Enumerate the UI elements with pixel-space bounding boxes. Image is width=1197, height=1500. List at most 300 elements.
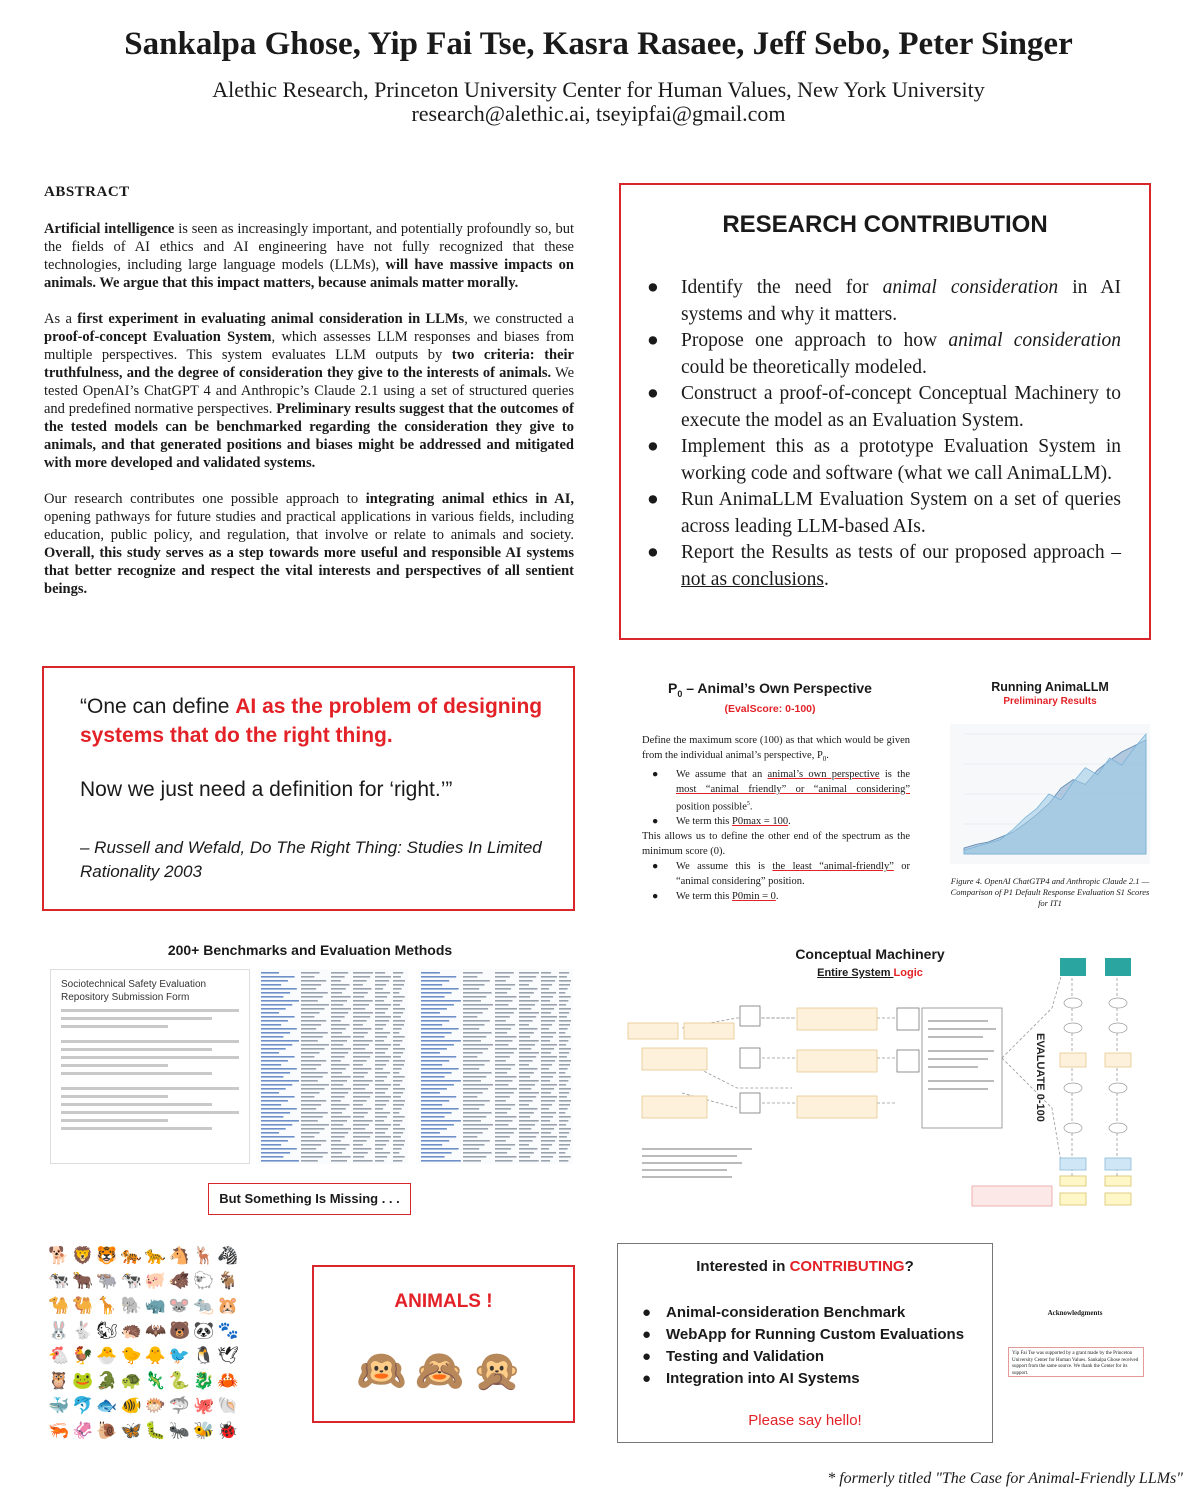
abstract-run: Our research contributes one possible approach to [44,491,366,507]
affiliations: Alethic Research, Princeton University Center for Human Values, New York University [212,77,985,102]
sheet-cell [541,1084,557,1086]
contributing-item [642,1368,964,1390]
sheet-cell [331,1100,341,1102]
sheet-cell [541,1104,552,1106]
sheet-cell [559,1040,568,1042]
sheet-cell [393,1068,402,1070]
sheet-cell [495,1040,513,1042]
sheet-cell [421,1060,449,1062]
sheet-cell [301,1148,316,1150]
sheet-cell [261,1048,286,1050]
sheet-cell [261,1108,297,1110]
sheet-cell [463,1044,493,1046]
sheet-cell [375,996,387,998]
sheet-cell [421,1068,459,1070]
sheet-cell [375,1036,387,1038]
sheet-cell [353,976,370,978]
p0-title-p: P [668,680,678,696]
sheet-cell [393,1128,405,1130]
sheet-cell [261,1080,299,1082]
sheet-cell [463,1108,479,1110]
sheet-cell [393,1100,405,1102]
abstract-run: , we constructed a [464,311,574,327]
sheet-cell [301,1128,325,1130]
p0-body [630,733,910,905]
sheet-cell [393,972,403,974]
sheet-cell [519,1076,530,1078]
form-text-line [61,1127,212,1130]
sheet-cell [495,1132,514,1134]
sheet-cell [393,980,405,982]
sheet-cell [393,1160,402,1162]
sheet-cell [495,1152,507,1154]
sheet-cell [261,1040,299,1042]
machinery-subtitle-a: Entire System [817,967,894,979]
sheet-cell [261,1120,299,1122]
sheet-cell [301,1072,328,1074]
sheet-cell [393,1152,399,1154]
sheet-cell [421,1128,447,1130]
sheet-cell [393,996,405,998]
sheet-cell [541,1024,552,1026]
sheet-cell [301,976,315,978]
bullet-icon: ● [647,330,659,351]
sheet-cell [519,1012,539,1014]
sheet-cell [495,992,507,994]
sheet-cell [559,1060,571,1062]
running-title: Running AnimaLLM [991,680,1109,694]
sheet-cell [331,992,342,994]
sheet-cell [353,1044,369,1046]
sheet-cell [353,1108,372,1110]
sheet-cell [301,988,316,990]
contribution-run: could be theoretically modeled. [681,356,927,378]
sheet-cell [331,1132,348,1134]
sheet-cell [463,1120,481,1122]
contributing-item [642,1346,964,1368]
sheet-cell [375,1148,383,1150]
sheet-cell [375,1028,383,1030]
sheet-cell [559,992,565,994]
sheet-cell [375,1124,391,1126]
contributing-item-label: Integration into AI Systems [666,1370,860,1387]
p0-b1u: animal’s own perspective [767,768,880,780]
sheet-cell [261,1056,295,1058]
sheet-cell [559,1020,571,1022]
sheet-cell [463,996,486,998]
sheet-cell [541,984,552,986]
sheet-cell [301,1116,323,1118]
sheet-cell [519,1064,529,1066]
sheet-cell [331,1144,350,1146]
sheet-cell [495,1140,506,1142]
sheet-cell [331,1064,350,1066]
sheet-cell [541,1080,550,1082]
sheet-cell [301,1028,316,1030]
bullet-icon: ● [647,277,659,298]
sheet-cell [495,972,514,974]
sheet-cell [559,1068,568,1070]
quote-attribution: – Russell and Wefald, Do The Right Thing: Studies In Limited Rationality 2003 [80,838,542,881]
sheet-cell [421,1096,456,1098]
sheet-cell [331,1000,347,1002]
sheet-cell [495,1160,513,1162]
sheet-cell [495,996,517,998]
sheet-cell [463,1000,481,1002]
sheet-cell [331,984,350,986]
sheet-cell [559,1112,565,1114]
quote-line-2: Now we just need a definition for ‘right.’” [80,778,453,801]
contribution-run: animal consideration [882,277,1059,298]
sheet-cell [393,1032,399,1034]
sheet-cell [463,1116,486,1118]
contribution-run: Identify the need for [681,277,883,298]
form-text-line [61,1009,239,1012]
sheet-cell [375,1056,391,1058]
figure-caption: Figure 4. OpenAI ChatGTP4 and Anthropic Claude 2.1 — Comparison of P1 Default Response Evaluation S1 Scores for IT1 [950,876,1150,908]
sheet-cell [301,972,320,974]
sheet-cell [559,976,567,978]
sheet-cell [463,1104,485,1106]
running-subtitle: Preliminary Results [1003,696,1097,707]
sheet-cell [463,1028,479,1030]
sheet-cell [519,1136,536,1138]
sheet-cell [353,988,372,990]
contribution-item [647,328,1121,381]
sheet-cell [421,1052,440,1054]
sheet-cell [261,972,279,974]
sheet-cell [375,1076,387,1078]
p0-intro-sub: 0 [822,754,827,763]
sheet-cell [541,1088,554,1090]
sheet-cell [375,976,391,978]
sheet-cell [421,992,452,994]
p0-bullet-2: ● We term this P0max = 100. [652,816,791,828]
sheet-cell [331,1036,351,1038]
p0-b3a: We assume this is [676,861,773,873]
sheet-cell [541,1124,557,1126]
sheet-cell [541,1132,551,1134]
form-text-line [61,1025,168,1028]
form-text-line [61,1095,168,1098]
sheet-cell [421,996,445,998]
sheet-cell [559,1128,571,1130]
sheet-cell [519,984,529,986]
sheet-cell [559,1000,568,1002]
sheet-cell [519,1056,536,1058]
sheet-cell [301,1120,318,1122]
sheet-cell [519,1140,533,1142]
sheet-cell [375,1024,386,1026]
sheet-cell [261,1076,283,1078]
sheet-cell [375,1064,386,1066]
sheet-cell [559,1152,565,1154]
sheet-cell [421,1140,449,1142]
sheet-cell [331,1032,342,1034]
sheet-cell [331,972,348,974]
sheet-cell [495,1128,517,1130]
sheet-cell [393,1116,405,1118]
sheet-cell [541,1128,554,1130]
sheet-cell [353,1048,365,1050]
form-text-line [61,1087,239,1090]
form-text-line [61,1056,239,1059]
sheet-cell [421,1076,445,1078]
sheet-cell [261,1088,286,1090]
sheet-cell [421,1144,442,1146]
sheet-cell [301,1004,329,1006]
sheet-cell [519,1108,538,1110]
contributing-item-label: Animal-consideration Benchmark [666,1304,906,1321]
bullet-icon: ● [642,1304,652,1321]
quote-open: “One can define [80,695,236,718]
benchmarks-title: 200+ Benchmarks and Evaluation Methods [167,942,453,958]
contribution-run: Construct a proof-of-concept Conceptual Machinery to execute the model as an Evaluation System. [681,383,1121,431]
sheet-cell [331,1124,343,1126]
animals-box [312,1265,575,1423]
sheet-cell [393,1024,404,1026]
sheet-cell [495,1100,506,1102]
abstract-run: Artificial intelligence [44,221,175,237]
sheet-cell [261,1016,295,1018]
sheet-cell [301,1060,326,1062]
sheet-cell [463,1160,481,1162]
sheet-cell [463,1040,481,1042]
sheet-cell [463,1132,483,1134]
sheet-cell [301,1048,325,1050]
sheet-cell [331,1004,343,1006]
sheet-cell [331,1160,347,1162]
abstract-heading: ABSTRACT [44,184,130,200]
sheet-cell [559,1124,566,1126]
sheet-cell [541,976,557,978]
sheet-cell [421,1084,454,1086]
contributing-hello: Please say hello! [748,1412,862,1429]
p0-b1u2: most “animal friendly” or “animal considering” [676,783,910,795]
sheet-cell [519,1020,533,1022]
sheet-cell [463,976,477,978]
sheet-cell [261,976,295,978]
sheet-cell [375,1072,390,1074]
contribution-item [647,487,1121,540]
sheet-cell [463,1008,488,1010]
sheet-cell [261,996,283,998]
sheet-cell [261,1096,295,1098]
sheet-cell [261,1100,288,1102]
sheet-cell [393,1040,402,1042]
sheet-cell [261,1008,286,1010]
sheet-cell [353,1124,369,1126]
sheet-cell [541,1152,556,1154]
sheet-cell [559,1036,571,1038]
sheet-cell [393,1052,403,1054]
sheet-cell [353,1104,363,1106]
sheet-cell [353,1144,363,1146]
sheet-cell [541,988,549,990]
contribution-item [647,434,1121,487]
sheet-cell [331,1112,342,1114]
sheet-cell [559,1048,571,1050]
sheet-cell [519,1124,535,1126]
sheet-cell [541,1020,555,1022]
sheet-cell [301,1100,326,1102]
sheet-cell [463,1056,477,1058]
sheet-cell [421,1080,461,1082]
sheet-cell [375,1080,384,1082]
sheet-cell [393,1136,401,1138]
sheet-cell [353,1148,372,1150]
sheet-cell [353,1068,372,1070]
sheet-cell [375,980,389,982]
sheet-cell [331,1028,346,1030]
diagram-connectors [682,973,1117,1178]
sheet-cell [353,1092,373,1094]
sheet-cell [261,1140,288,1142]
sheet-cell [353,1140,367,1142]
form-text-line [61,1040,239,1043]
sheet-cell [519,1004,535,1006]
sheet-cell [541,1100,555,1102]
animal-emoji-row: 🐪🐫🦒🐘🦏🐭🐀🐹 [48,1296,242,1315]
sheet-cell [375,1104,386,1106]
sheet-cell [261,1064,281,1066]
sheet-cell [559,1028,568,1030]
sheet-cell [541,980,555,982]
p0-b2u: P0max = 100 [732,816,789,828]
sheet-cell [421,1004,454,1006]
sheet-cell [261,1156,283,1158]
sheet-cell [559,1016,567,1018]
sheet-cell [301,1068,316,1070]
sheet-cell [393,1048,405,1050]
sheet-cell [261,1084,292,1086]
sheet-cell [261,1124,292,1126]
machinery-subtitle-b: Logic [893,967,923,979]
p0-title [630,680,910,699]
sheet-cell [375,1112,390,1114]
sheet-cell [541,1008,554,1010]
sheet-cell [421,1016,456,1018]
sheet-cell [421,988,459,990]
sheet-cell [541,1136,557,1138]
sheet-cell [541,1068,549,1070]
contributing-item [642,1302,964,1324]
sheet-cell [331,1152,342,1154]
sheet-cell [519,1092,539,1094]
sheet-cell [519,1028,538,1030]
form-text-line [61,1103,212,1106]
sheet-cell [393,1112,399,1114]
sheet-cell [301,1132,320,1134]
sheet-cell [495,1076,517,1078]
sheet-cell [301,1112,328,1114]
p0-mid: This allows us to define the other end of the spectrum as the minimum score (0). [642,831,910,858]
sheet-cell [541,1076,553,1078]
sheet-cell [353,1100,367,1102]
sheet-cell [421,1032,452,1034]
sheet-cell [261,980,288,982]
sheet-cell [541,1092,551,1094]
sheet-cell [393,1028,402,1030]
sheet-cell [261,1148,297,1150]
sheet-cell [463,1072,492,1074]
sheet-cell [421,1120,461,1122]
sheet-cell [519,996,530,998]
sheet-cell [331,1080,347,1082]
sheet-cell [331,1092,348,1094]
sheet-cell [495,1000,513,1002]
form-text-line [61,1072,212,1075]
p0-b4u: P0min = 0 [732,891,776,903]
sheet-cell [393,1016,401,1018]
contribution-run: in AI systems and why it matters. [681,277,1121,325]
sheet-cell [301,1064,321,1066]
sheet-cell [519,1132,539,1134]
sheet-cell [331,1016,345,1018]
sheet-cell [463,992,492,994]
sheet-cell [331,996,351,998]
sheet-cell [331,1060,341,1062]
sheet-cell [559,1080,568,1082]
animal-emoji-row: 🐳🐬🐟🐠🐡🦈🐙🐚 [48,1396,242,1415]
sheet-cell [559,972,569,974]
sheet-cell [301,1008,325,1010]
p0-b3b: or “animal considering” position. [676,861,910,888]
sheet-cell [559,1008,571,1010]
sheet-cell [301,1140,326,1142]
sheet-cell [375,1032,390,1034]
sheet-cell [331,976,345,978]
form-text-line [61,1111,239,1114]
research-contribution-title: RESEARCH CONTRIBUTION [722,211,1048,238]
sheet-cell [421,1040,461,1042]
sheet-cell [421,984,442,986]
sheet-cell [331,988,346,990]
sheet-cell [421,1088,447,1090]
sheet-cell [541,1012,551,1014]
sheet-cell [495,1092,514,1094]
quote-highlight: AI as the problem of designing systems that do the right thing. [80,695,543,747]
authors: Sankalpa Ghose, Yip Fai Tse, Kasra Rasaee, Jeff Sebo, Peter Singer [124,26,1073,62]
sheet-cell [301,1016,315,1018]
contribution-run: . [823,568,829,590]
sheet-cell [393,976,401,978]
sheet-cell [375,1052,385,1054]
sheet-cell [393,1072,399,1074]
sheet-cell [301,1076,323,1078]
sheet-cell [353,1156,364,1158]
sheet-cell [261,1036,283,1038]
sheet-cell [375,1132,385,1134]
sheet-cell [331,1044,343,1046]
sheet-cell [375,1084,391,1086]
sheet-cell [331,1128,351,1130]
sheet-cell [559,1136,567,1138]
sheet-cell [375,1144,386,1146]
contribution-run: Report the Results as tests of our proposed approach – [681,542,1121,563]
sheet-cell [393,988,402,990]
sheet-cell [541,1148,549,1150]
animal-emoji-row: 🐰🐇🐿🦔🦇🐻🐼🐾 [48,1321,242,1340]
sheet-cell [559,984,570,986]
sheet-cell [541,1140,555,1142]
sheet-cell [559,1072,565,1074]
sheet-cell [353,1012,373,1014]
sheet-cell [519,988,538,990]
sheet-cell [393,1120,402,1122]
sheet-cell [541,1044,557,1046]
sheet-cell [541,1072,556,1074]
